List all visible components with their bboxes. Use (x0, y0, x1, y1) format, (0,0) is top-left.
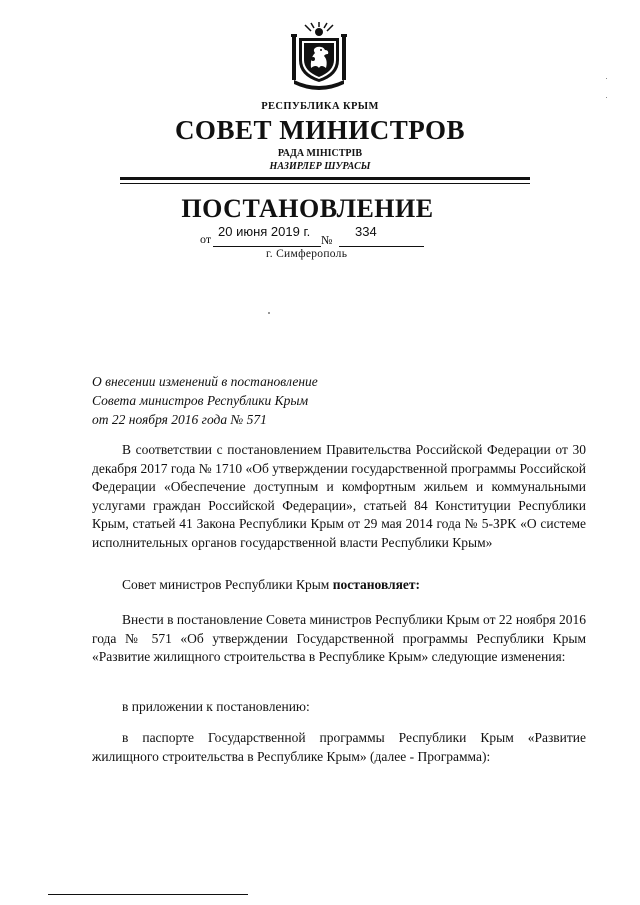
scan-speck (268, 312, 270, 314)
decision-keyword: постановляет: (332, 577, 421, 592)
date-label: от (200, 232, 212, 246)
header-divider-thick (120, 177, 530, 180)
city-name: г. Симферополь (266, 248, 348, 260)
scan-speck (606, 78, 607, 79)
resolution-number: 334 (355, 224, 377, 239)
number-label: № (321, 233, 333, 247)
preamble-paragraph: В соответствии с постановлением Правительства Российской Федерации от 30 декабря 2017 года № 1710 «Об утверждении государственной программы Российской Федерации «Обеспечение доступным и комфортным жильем и коммунальными услугами граждан Российской Федерации», статьей 84 Конституции Республики Крым, статьей 41 Закона Республики Крым от 29 мая 2014 года № 5-ЗРК «О системе исполнительных органов государственной власти Республики Крым» (92, 442, 586, 550)
date-underline (213, 246, 321, 247)
document-subject (92, 372, 318, 429)
header-divider-thin (120, 183, 530, 184)
document-type-title: ПОСТАНОВЛЕНИЕ (181, 194, 434, 223)
council-title-ukrainian: РАДА МІНІСТРІВ (277, 148, 363, 159)
subject-line: Совета министров Республики Крым (92, 393, 309, 408)
republic-name: РЕСПУБЛИКА КРЫМ (261, 101, 379, 112)
council-title-crimean-tatar: НАЗИРЛЕР ШУРАСЫ (269, 161, 371, 172)
decision-paragraph (92, 576, 586, 595)
decision-text: Совет министров Республики Крым (122, 577, 333, 592)
number-underline (339, 246, 424, 247)
subject-line: от 22 ноября 2016 года № 571 (92, 412, 267, 427)
passport-paragraph: в паспорте Государственной программы Республики Крым «Развитие жилищного строительства в Республике Крым» (далее - Программа): (92, 730, 586, 764)
footnote-divider (48, 894, 248, 895)
appendix-paragraph: в приложении к постановлению: (122, 699, 310, 714)
scan-speck (606, 97, 607, 98)
council-title: СОВЕТ МИНИСТРОВ (174, 115, 466, 145)
resolution-date: 20 июня 2019 г. (218, 224, 311, 239)
amendment-paragraph: Внести в постановление Совета министров Республики Крым от 22 ноября 2016 года № 571 «Об утверждении Государственной программы Республики Крым «Развитие жилищного строительства в Республике Крым» следующие изменения: (92, 612, 586, 664)
crimea-coat-of-arms-icon (290, 22, 348, 92)
subject-line: О внесении изменений в постановление (92, 374, 318, 389)
